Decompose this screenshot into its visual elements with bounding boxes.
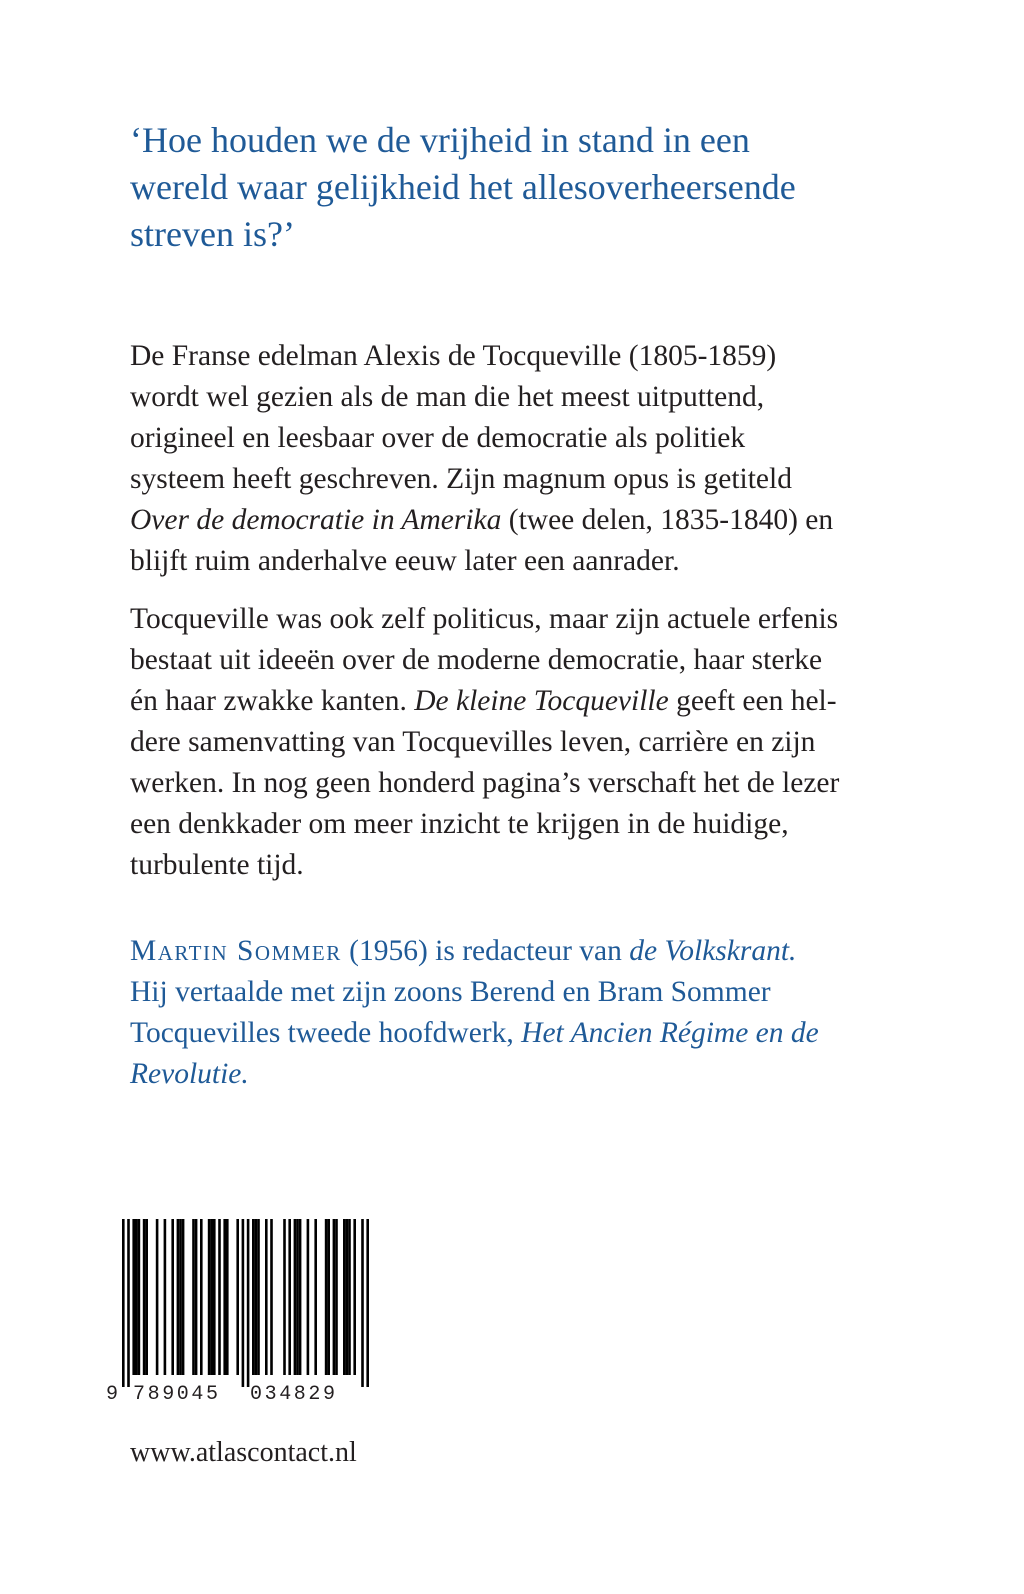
description-paragraph-2 <box>130 599 960 886</box>
book-title-italic: Het Ancien Régime en de <box>521 1017 819 1049</box>
barcode-bar <box>361 1219 364 1387</box>
author-bio <box>130 931 970 1095</box>
author-name: Martin Sommer <box>130 935 342 967</box>
barcode-bar <box>177 1219 180 1375</box>
barcode-bar <box>346 1219 349 1375</box>
barcode-bars <box>122 1219 369 1387</box>
barcode-bar <box>255 1219 258 1375</box>
barcode-bar <box>325 1219 328 1375</box>
barcode-bar <box>265 1219 268 1375</box>
text-line: systeem heeft geschreven. Zijn magnum opus is getiteld <box>130 463 792 495</box>
barcode-bar <box>296 1219 299 1375</box>
barcode-bar <box>226 1219 229 1375</box>
pull-quote <box>130 117 950 258</box>
book-title-italic: Over de democratie in Amerika <box>130 504 502 536</box>
barcode-bar <box>208 1219 211 1375</box>
barcode-bar <box>353 1219 356 1375</box>
barcode-bar <box>299 1219 302 1375</box>
barcode-bar <box>335 1219 338 1375</box>
barcode-bar <box>247 1219 250 1387</box>
quote-line: wereld waar gelijkheid het allesoverheersende <box>130 167 796 207</box>
barcode-bar <box>307 1219 310 1375</box>
text-line <box>130 931 970 972</box>
barcode-bar <box>333 1219 336 1375</box>
barcode-bar <box>138 1219 141 1375</box>
text-line: een denkkader om meer inzicht te krijgen in de huidige, <box>130 808 789 840</box>
text-line: bestaat uit ideeën over de moderne democratie, haar sterke <box>130 644 823 676</box>
barcode-left-digits: 789045 <box>133 1383 221 1405</box>
barcode-bar <box>122 1219 125 1387</box>
barcode-bar <box>195 1219 198 1375</box>
barcode-bar <box>200 1219 203 1375</box>
text-line: wordt wel gezien als de man die het meest uitputtend, <box>130 381 765 413</box>
text-span: Tocquevilles tweede hoofdwerk, <box>130 1017 522 1049</box>
text-line: Hij vertaalde met zijn zoons Berend en Bram Sommer <box>130 976 771 1008</box>
barcode-bar <box>210 1219 213 1375</box>
barcode-bar <box>135 1219 138 1375</box>
barcode-bar <box>156 1219 159 1375</box>
barcode-bar <box>314 1219 317 1375</box>
barcode-bar <box>283 1219 286 1375</box>
text-line: blijft ruim anderhalve eeuw later een aanrader. <box>130 545 680 577</box>
barcode-bar <box>242 1219 245 1387</box>
quote-line: ‘Hoe houden we de vrijheid in stand in een <box>130 120 750 160</box>
barcode-bar <box>343 1219 346 1375</box>
barcode-bar <box>348 1219 351 1375</box>
barcode-bar <box>171 1219 174 1375</box>
text-line <box>130 500 960 541</box>
text-line <box>130 1013 970 1054</box>
book-title-italic: De kleine Tocqueville <box>414 685 669 717</box>
barcode-bar <box>366 1219 369 1387</box>
barcode-first-digit: 9 <box>106 1383 119 1405</box>
barcode-bar <box>127 1219 130 1387</box>
text-span: (twee delen, 1835-1840) en <box>501 504 834 536</box>
text-line: origineel en leesbaar over de democratie als politiek <box>130 422 746 454</box>
barcode-bar <box>213 1219 216 1375</box>
barcode-bar <box>179 1219 182 1375</box>
barcode-bar <box>218 1219 221 1375</box>
barcode-bar <box>270 1219 273 1375</box>
barcode-bar <box>182 1219 185 1375</box>
text-line: De Franse edelman Alexis de Tocqueville (1805-1859) <box>130 340 777 372</box>
text-line: Tocqueville was ook zelf politicus, maar zijn actuele erfenis <box>130 603 839 635</box>
barcode-bar <box>223 1219 226 1375</box>
text-span: (1956) is redacteur van <box>341 935 630 967</box>
text-line: turbulente tijd. <box>130 849 304 881</box>
description-paragraph-1 <box>130 336 960 582</box>
barcode-bar <box>288 1219 291 1375</box>
barcode-bar <box>145 1219 148 1375</box>
text-line <box>130 1054 970 1095</box>
barcode-bar <box>192 1219 195 1375</box>
barcode-bar <box>294 1219 297 1375</box>
barcode-bar <box>236 1219 239 1375</box>
barcode-bar <box>327 1219 330 1375</box>
barcode-right-digits: 034829 <box>250 1383 338 1405</box>
newspaper-italic: de Volkskrant. <box>629 935 797 967</box>
text-line <box>130 681 960 722</box>
text-span: én haar zwakke kanten. <box>130 685 415 717</box>
barcode-bar <box>164 1219 167 1375</box>
text-line: werken. In nog geen honderd pagina’s verschaft het de lezer <box>130 767 840 799</box>
barcode-bar <box>257 1219 260 1375</box>
barcode-bar <box>132 1219 135 1375</box>
book-title-italic: Revolutie. <box>130 1058 249 1090</box>
barcode-bar <box>252 1219 255 1375</box>
text-span: geeft een hel- <box>668 685 837 717</box>
quote-line: streven is?’ <box>130 214 295 254</box>
publisher-website: www.atlascontact.nl <box>130 1437 357 1468</box>
isbn-barcode <box>100 1215 370 1405</box>
text-line: dere samenvatting van Tocquevilles leven, carrière en zijn <box>130 726 816 758</box>
barcode-bar <box>143 1219 146 1375</box>
